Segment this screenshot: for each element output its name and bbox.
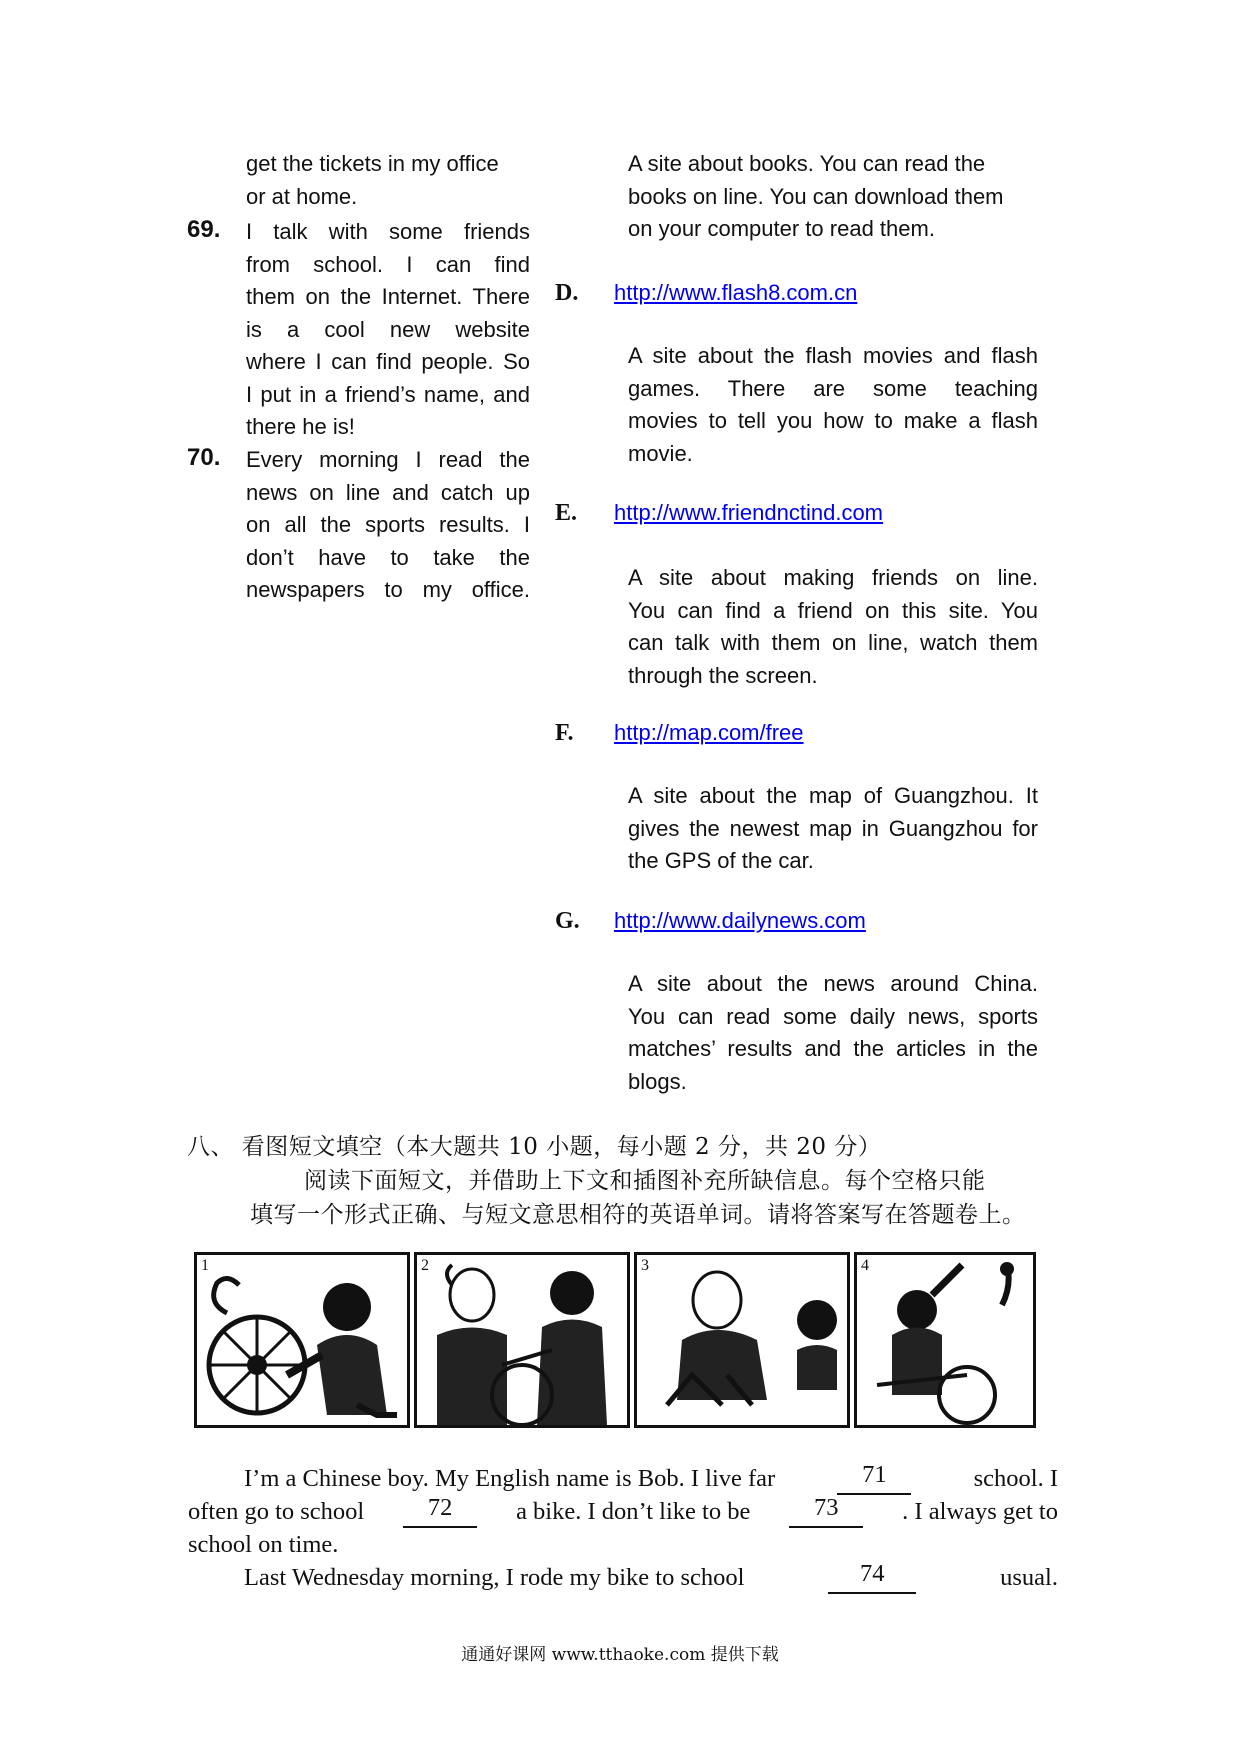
passage-line — [188, 1528, 1058, 1561]
text-line: movies to tell you how to make a flash — [628, 408, 1038, 433]
text-line: I talk with some friends — [246, 219, 530, 244]
text-line: the GPS of the car. — [628, 848, 814, 873]
section-instruction: 填写一个形式正确、与短文意思相符的英语单词。请将答案写在答题卷上。 — [250, 1202, 1026, 1228]
text-line: games. There are some teaching — [628, 375, 1038, 401]
text-line: can talk with them on line, watch them — [628, 630, 1038, 655]
text-line: or at home. — [246, 183, 358, 209]
text-line: blogs. — [628, 1068, 687, 1094]
passage-text: Last Wednesday morning, I rode my bike to school — [244, 1564, 745, 1591]
blank-71: 71 — [837, 1462, 911, 1495]
text-line: A site about making friends on line. — [628, 565, 1038, 590]
blank-73: 73 — [789, 1495, 863, 1528]
passage-text: a bike. I don’t like to be — [516, 1498, 751, 1525]
text-line: where I can find people. So — [246, 349, 530, 374]
question-69-text — [246, 216, 530, 444]
panel-number: 1 — [201, 1257, 209, 1274]
passage-text: often go to school — [188, 1498, 365, 1525]
text-line: You can read some daily news, sports — [628, 1003, 1038, 1029]
option-g-link[interactable]: http://www.dailynews.com — [614, 908, 866, 933]
panel-number: 2 — [421, 1257, 429, 1274]
option-g-description — [628, 968, 1038, 1098]
text-line: on your computer to read them. — [628, 216, 935, 241]
text-line: get the tickets in my office — [246, 151, 499, 176]
text-line: A site about books. You can read the — [628, 151, 986, 176]
text-line: there he is! — [246, 414, 355, 439]
picture-panel-4 — [854, 1252, 1036, 1428]
text-line: news on line and catch up — [246, 479, 530, 505]
picture-panel-1 — [194, 1252, 410, 1428]
text-line: from school. I can find — [246, 251, 530, 277]
picture-panel-3 — [634, 1252, 850, 1428]
boy-fixing-bike-illustration — [197, 1255, 407, 1425]
text-line: You can find a friend on this site. You — [628, 597, 1038, 623]
text-line: matches’ results and the articles in the — [628, 1036, 1038, 1061]
question-number-69: 69. — [187, 216, 221, 243]
boy-waving-on-bike-illustration — [857, 1255, 1033, 1425]
left-column — [246, 148, 530, 213]
text-line: I put in a friend’s name, and — [246, 381, 530, 407]
text-line: movie. — [628, 440, 693, 466]
option-c-description — [628, 148, 1038, 246]
man-repairing-bike-illustration — [637, 1255, 847, 1425]
question-number-70: 70. — [187, 444, 221, 471]
option-letter-g: G. — [555, 908, 580, 934]
question-70-text — [246, 444, 530, 607]
passage-line — [188, 1495, 1058, 1528]
picture-panel-2 — [414, 1252, 630, 1428]
text-line: gives the newest map in Guangzhou for — [628, 815, 1038, 841]
option-e-description — [628, 562, 1038, 692]
option-d-link[interactable]: http://www.flash8.com.cn — [614, 280, 858, 305]
section-heading: 八、 看图短文填空（本大题共 10 小题，每小题 2 分，共 20 分） — [187, 1134, 882, 1160]
text-line: books on line. You can download them — [628, 183, 1004, 209]
panel-number: 3 — [641, 1257, 649, 1274]
passage-text: . I always get to — [902, 1498, 1058, 1525]
passage-text: school on time. — [188, 1531, 339, 1558]
passage-text: usual. — [1000, 1564, 1058, 1591]
option-letter-d: D. — [555, 280, 579, 306]
text-line: them on the Internet. There — [246, 284, 530, 309]
section-instruction: 阅读下面短文，并借助上下文和插图补充所缺信息。每个空格只能 — [304, 1168, 986, 1194]
text-line: A site about the news around China. — [628, 971, 1038, 996]
option-e-link[interactable]: http://www.friendnctind.com — [614, 500, 884, 525]
blank-72: 72 — [403, 1495, 477, 1528]
option-letter-f: F. — [555, 720, 574, 746]
text-line: through the screen. — [628, 662, 818, 688]
text-line: A site about the flash movies and flash — [628, 343, 1038, 368]
blank-74: 74 — [828, 1561, 916, 1594]
option-d-description — [628, 340, 1038, 470]
passage-text: I’m a Chinese boy. My English name is Bob. I live far — [244, 1465, 776, 1492]
man-and-boy-with-bike-illustration — [417, 1255, 627, 1425]
text-line: is a cool new website — [246, 316, 530, 342]
option-f-description — [628, 780, 1038, 878]
text-line: don’t have to take the — [246, 544, 530, 570]
text-line: on all the sports results. I — [246, 512, 530, 537]
passage-text: school. I — [973, 1465, 1058, 1492]
text-line: A site about the map of Guangzhou. It — [628, 783, 1038, 808]
panel-number: 4 — [861, 1257, 869, 1274]
page-footer: 通通好课网 www.tthaoke.com 提供下载 — [461, 1645, 779, 1665]
text-line: Every morning I read the — [246, 447, 530, 472]
option-letter-e: E. — [555, 500, 578, 526]
passage-line — [188, 1462, 1058, 1495]
passage — [188, 1462, 1058, 1594]
text-line: newspapers to my office. — [246, 577, 530, 602]
option-f-link[interactable]: http://map.com/free — [614, 720, 804, 745]
passage-line — [188, 1561, 1058, 1594]
